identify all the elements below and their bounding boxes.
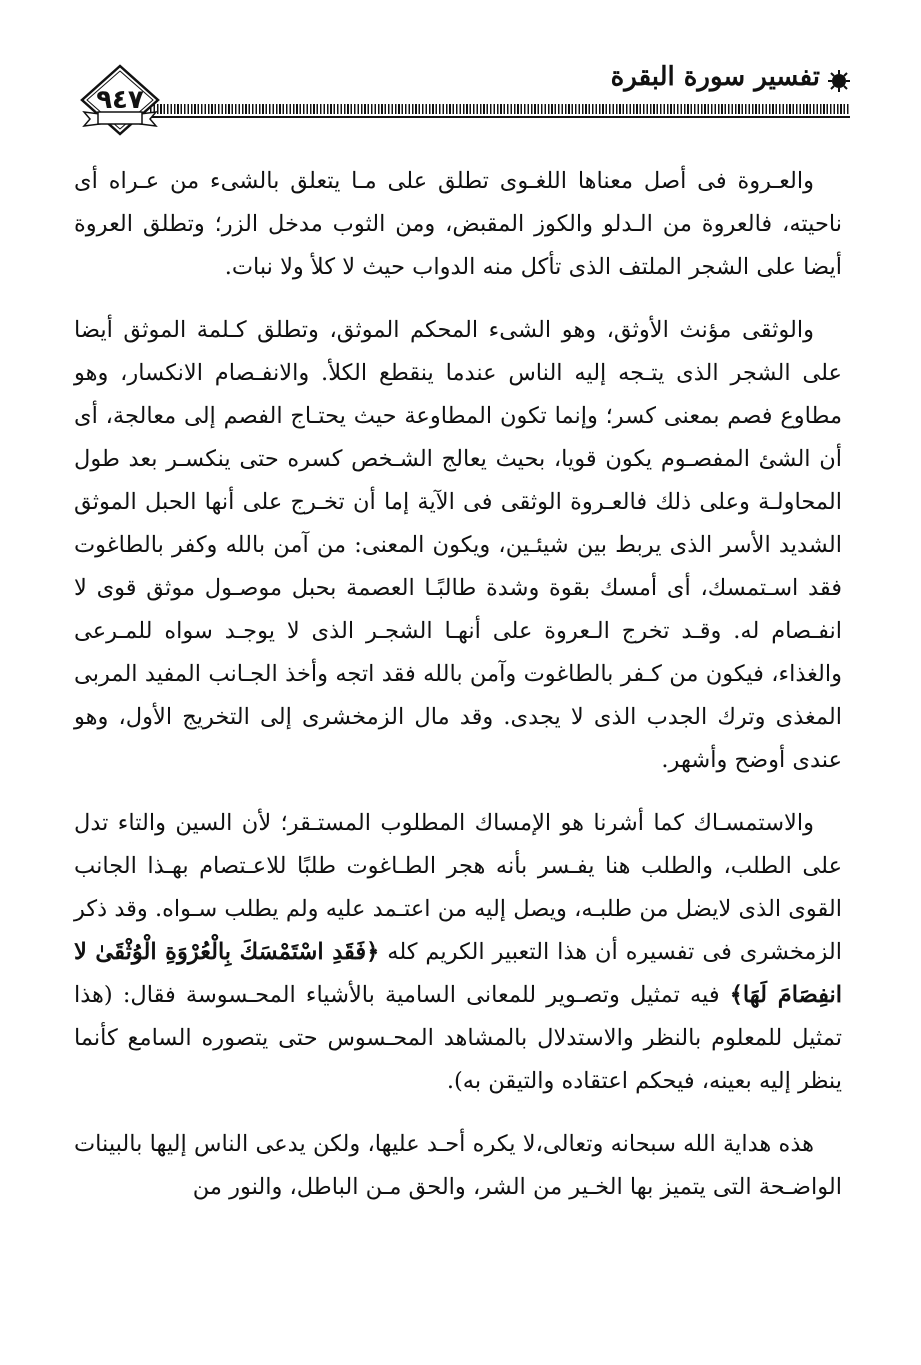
paragraph-guidance: هذه هداية الله سبحانه وتعالى،لا يكره أحـد عليها، ولكن يدعى الناس إليها بالبينات الواضـحة التى يتميز بها الخـير من الشر، والحق مـن الباطل، والنور من [74, 1131, 842, 1200]
page-number: ٩٤٧ [96, 85, 144, 115]
paragraph-text: فيه تمثيل وتصـوير للمعانى السامية بالأشياء المحـسوسة فقال: (هذا تمثيل للمعلوم بالنظر والاستدلال بالمشاهد المحـسوس حتى يتصوره السامع كأنما ينظر إليه بعينه، فيحكم اعتقاده والتيقن به). [74, 982, 842, 1094]
header-title: تفسير سورة البقرة [610, 62, 820, 92]
paragraph-text: والاستمسـاك كما أشرنا هو الإمساك المطلوب المستـقر؛ لأن السين والتاء تدل على الطلب، والطلب هنا يفـسر بأنه هجر الطـاغوت طلبًا للاعـتصام بهـذا الجانب القوى الذى لايضل من طلبـه، ويصل إليه من اعتـمد عليه ولم يطلب سـواه. وقد ذكر الزمخشرى فى تفسيره أن هذا التعبير الكريم كله [74, 810, 842, 965]
page-body [74, 160, 842, 1229]
header-rule [150, 104, 850, 114]
page-number-badge [70, 60, 170, 140]
paragraph-urwa-meaning: والعـروة فى أصل معناها اللغـوى تطلق على مـا يتعلق بالشىء من عـراه أى ناحيته، فالعروة من الـدلو والكوز المقبض، ومن الثوب مدخل الزر؛ وتطلق العروة أيضا على الشجر الملتف الذى تأكل منه الدواب حيث لا كلأ ولا نبات. [74, 168, 842, 280]
quran-verse: ﴿فَقَدِ اسْتَمْسَكَ بِالْعُرْوَةِ الْوُثْقَىٰ لا انفِصَامَ لَهَا﴾ [74, 939, 842, 1008]
page-header [70, 60, 850, 140]
ornament-icon [828, 70, 850, 92]
paragraph-istimsak [74, 802, 842, 1103]
paragraph-wuthqa-meaning: والوثقى مؤنث الأوثق، وهو الشىء المحكم الموثق، وتطلق كـلمة الموثق أيضا على الشجر الذى يتـجه إليه الناس عندما ينقطع الكلأ. والانفـصام الانكسار، وهو مطاوع فصم بمعنى كسر؛ وإنما تكون المطاوعة حيث يحتـاج الفصم إلى معالجة، أى أن الشئ المفصـوم يكون قويا، بحيث يعالج الشـخص كسره حتى ينكسـر بعد طول المحاولـة وعلى ذلك فالعـروة الوثقى فى الآية إما أن تخـرج على أنها الحبل الموثق الشديد الأسر الذى يربط بين شيئـين، ويكون المعنى: من آمن بالله وكفر بالطاغوت فقد اسـتمسك، أى أمسك بقوة وشدة طالبًـا العصمة بحبل موصـول موثق قوى لا انفـصام له. وقـد تخرج الـعروة على أنهـا الشجـر الذى لا يوجـد سواه للمـرعى والغذاء، فيكون من كـفر بالطاغوت وآمن بالله فقد اتجه وأخذ الجـانب المفيد المربى المغذى وترك الجدب الذى لا يجدى. وقد مال الزمخشرى إلى التخريج الأول، وهو عندى أوضح وأشهر. [74, 317, 842, 773]
header-rule-line [150, 116, 850, 118]
